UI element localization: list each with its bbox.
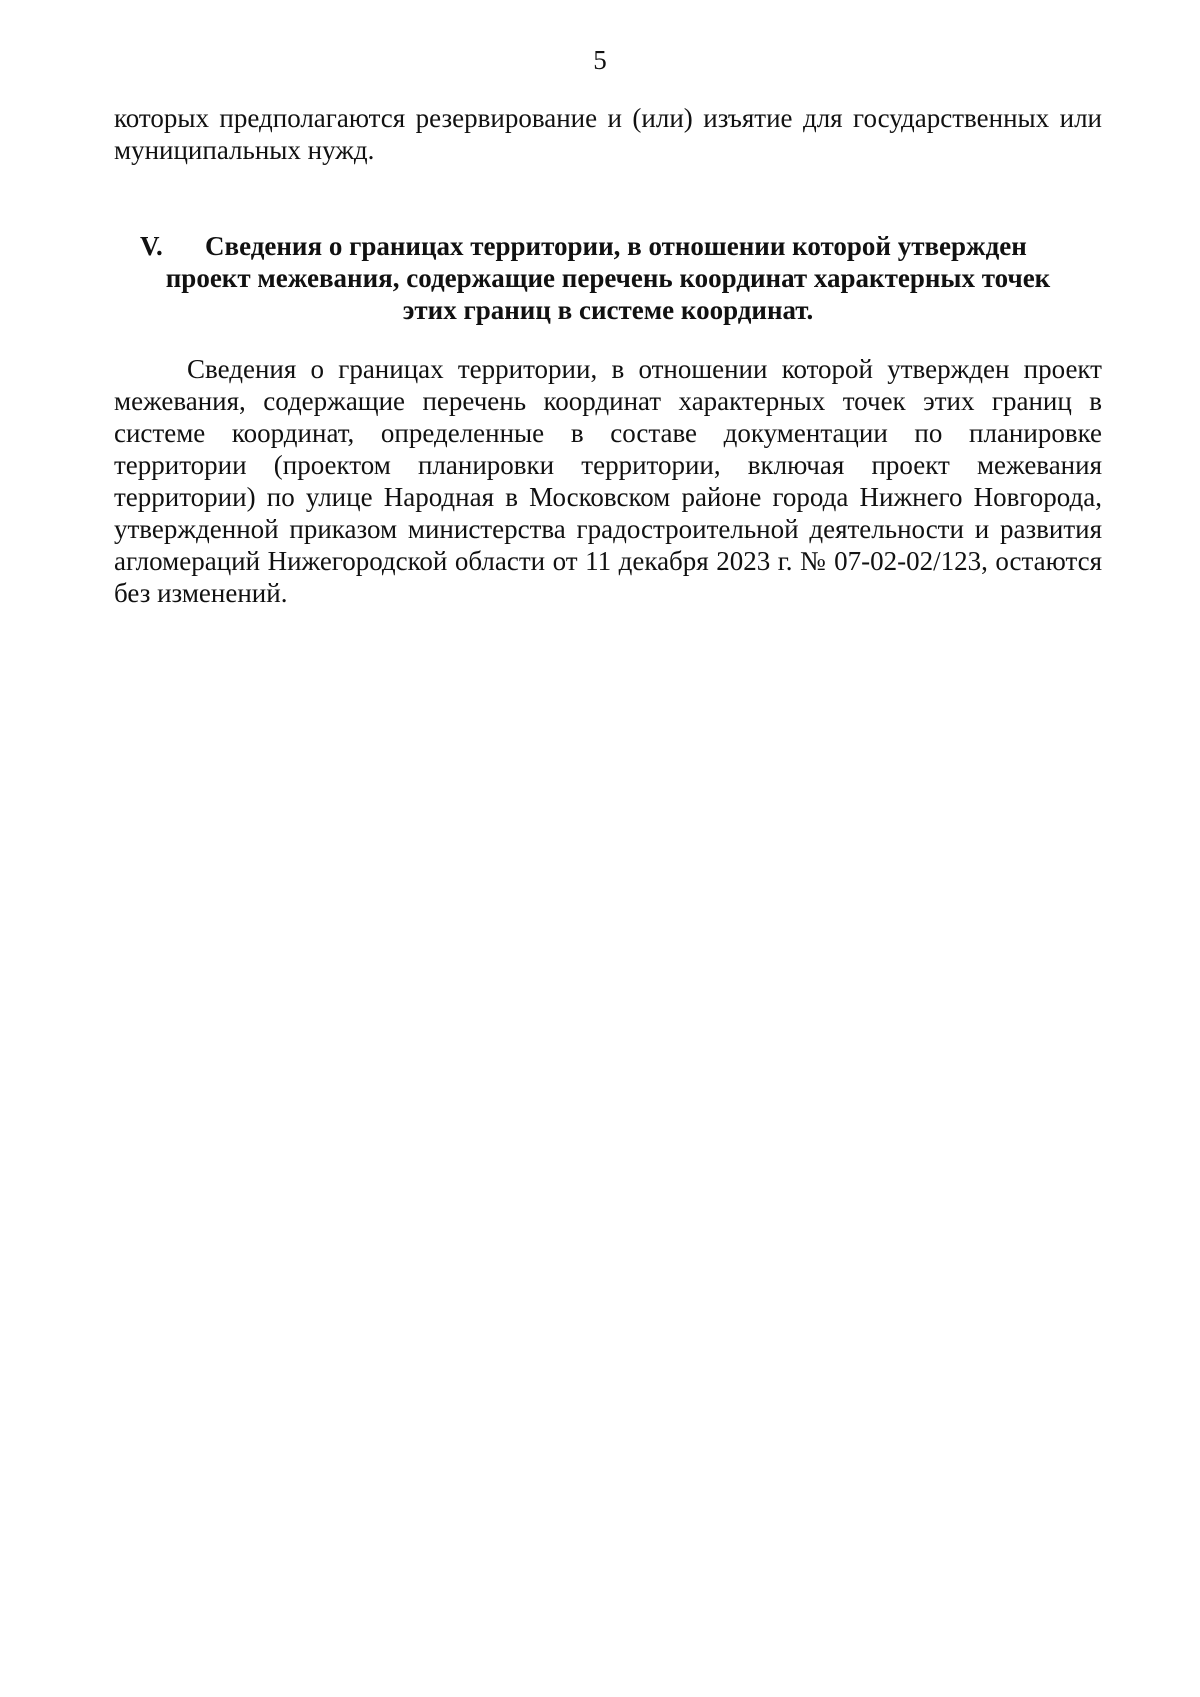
section-heading-line-1 bbox=[114, 230, 1102, 262]
section-heading bbox=[114, 230, 1102, 326]
section-heading-line-2: проект межевания, содержащие перечень координат характерных точек bbox=[165, 263, 1051, 293]
section-number: V. bbox=[140, 231, 163, 261]
section-heading-text-1: Сведения о границах территории, в отношении которой утвержден bbox=[205, 231, 1027, 261]
body-paragraph: Сведения о границах территории, в отношении которой утвержден проект межевания, содержащие перечень координат характерных точек этих границ в системе координат, определенные в составе документации по планировке территории (проектом планировки территории, включая проект межевания территории) по улице Народная в Московском районе города Нижнего Новгорода, утвержденной приказом министерства градостроительной деятельности и развития агломераций Нижегородской области от 11 декабря 2023 г. № 07-02-02/123, остаются без изменений. bbox=[114, 354, 1102, 608]
page-number: 5 bbox=[593, 45, 607, 75]
section-heading-line-3: этих границ в системе координат. bbox=[402, 295, 814, 325]
intro-paragraph: которых предполагаются резервирование и (или) изъятие для государственных или муниципальных нужд. bbox=[114, 103, 1102, 165]
